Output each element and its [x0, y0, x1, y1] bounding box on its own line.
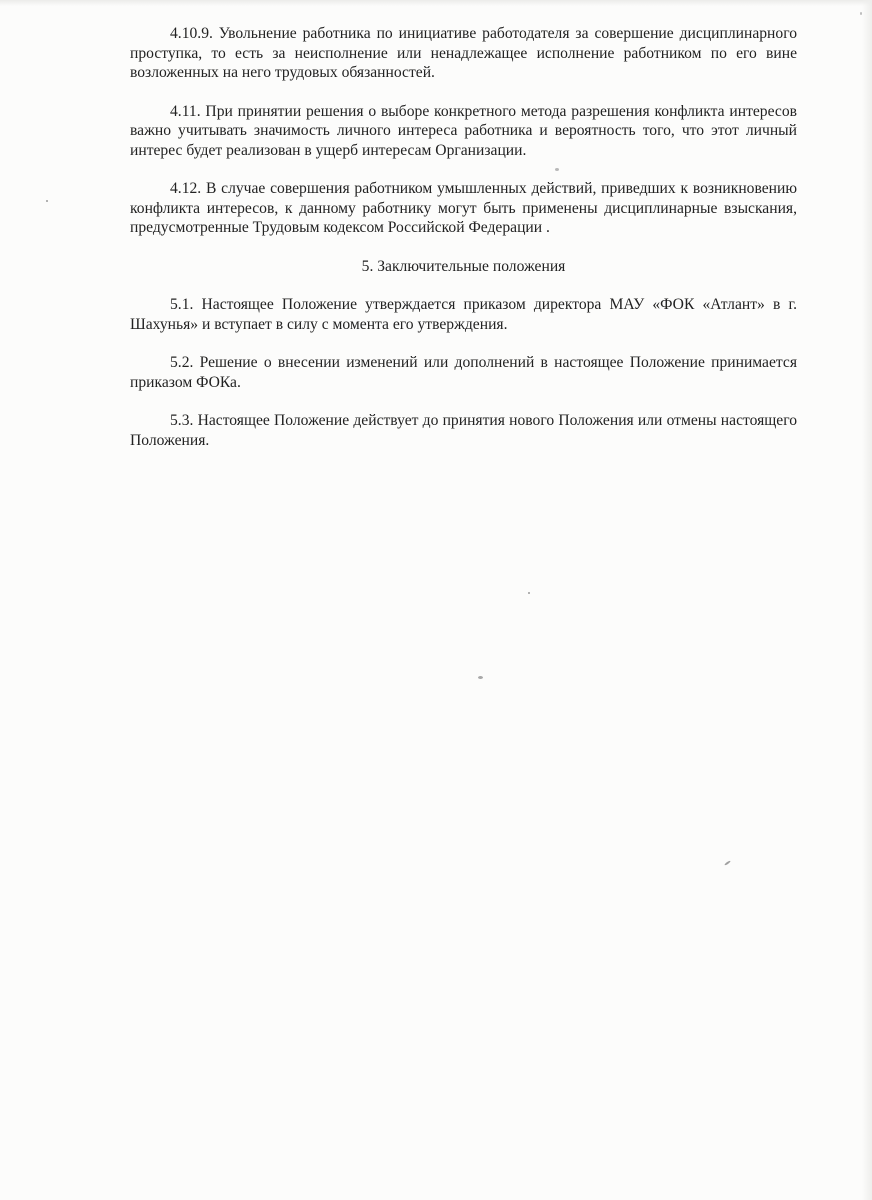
scan-speck	[528, 592, 530, 594]
paragraph-5-2: 5.2. Решение о внесении изменений или дополнений в настоящее Положение принимается приказом ФОКа.	[130, 354, 797, 391]
paragraph-5-3: 5.3. Настоящее Положение действует до принятия нового Положения или отмены настоящего Положения.	[130, 412, 797, 449]
scan-speck	[860, 12, 862, 15]
paragraph-4-12: 4.12. В случае совершения работником умышленных действий, приведших к возникновению конфликта интересов, к данному работнику могут быть применены дисциплинарные взыскания, предусмотренные Трудовым кодексом Российской Федерации .	[130, 180, 797, 236]
scan-edge-right	[862, 0, 872, 1200]
scan-speck	[724, 860, 731, 866]
scan-speck	[46, 200, 48, 202]
scan-speck	[555, 168, 559, 171]
paragraph-4-10-9: 4.10.9. Увольнение работника по инициативе работодателя за совершение дисциплинарного проступка, то есть за неисполнение или ненадлежащее исполнение работником по его вине возложенных на него трудовых обязанностей.	[130, 25, 797, 81]
section-heading: 5. Заключительные положения	[361, 257, 566, 275]
scan-edge-top	[0, 0, 872, 6]
document-body	[130, 24, 797, 469]
paragraph-5-1: 5.1. Настоящее Положение утверждается приказом директора МАУ «ФОК «Атлант» в г. Шахунья» и вступает в силу с момента его утверждения.	[130, 296, 797, 333]
paragraph-4-11: 4.11. При принятии решения о выборе конкретного метода разрешения конфликта интересов важно учитывать значимость личного интереса работника и вероятность того, что этот личный интерес будет реализован в ущерб интересам Организации.	[130, 102, 797, 159]
scan-speck	[478, 676, 483, 679]
